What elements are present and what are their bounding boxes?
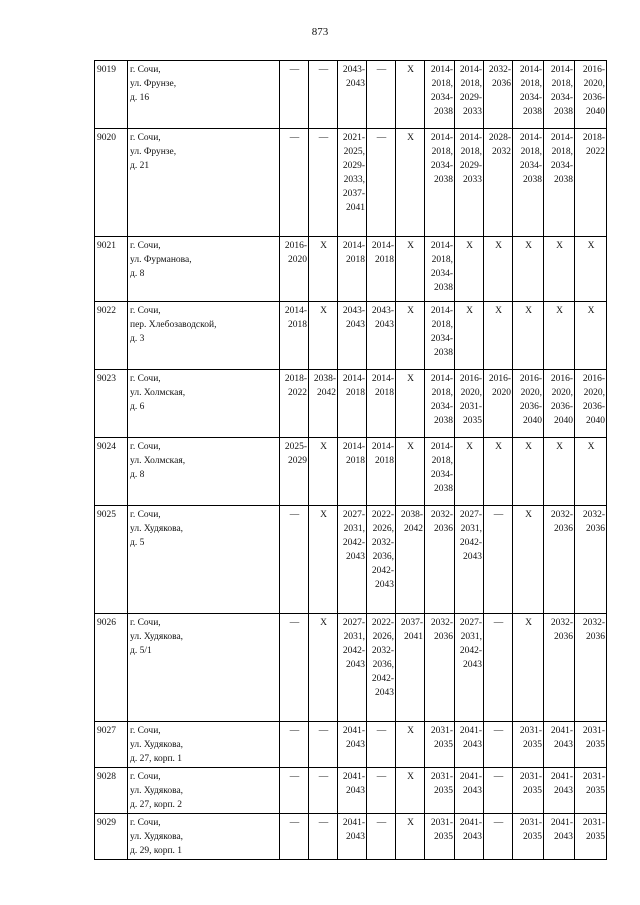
table-row — [95, 614, 607, 722]
row-number: 9019 — [95, 61, 128, 129]
schedule-cell: — — [280, 129, 309, 237]
schedule-cell: 2031- 2035 — [425, 768, 455, 814]
schedule-cell: 2014- 2018, 2034- 2038 — [425, 370, 455, 438]
address-cell: г. Сочи, пер. Хлебозаводской, д. 3 — [128, 302, 280, 370]
schedule-cell: 2031- 2035 — [425, 722, 455, 768]
schedule-cell: 2041- 2043 — [544, 768, 575, 814]
page-number: 873 — [311, 26, 329, 38]
schedule-cell: — — [280, 768, 309, 814]
schedule-cell: X — [309, 237, 338, 302]
schedule-cell: 2032- 2036 — [544, 614, 575, 722]
schedule-cell: 2032- 2036 — [575, 614, 607, 722]
schedule-cell: 2014- 2018 — [338, 438, 367, 506]
schedule-cell: 2014- 2018 — [338, 237, 367, 302]
table-row — [95, 438, 607, 506]
schedule-cell: 2027- 2031, 2042- 2043 — [338, 506, 367, 614]
schedule-cell: 2016- 2020, 2036- 2040 — [544, 370, 575, 438]
schedule-cell: X — [513, 237, 544, 302]
schedule-cell: — — [280, 61, 309, 129]
schedule-cell: X — [513, 302, 544, 370]
table-row — [95, 506, 607, 614]
address-cell: г. Сочи, ул. Худякова, д. 5 — [128, 506, 280, 614]
schedule-cell: X — [396, 61, 425, 129]
schedule-cell: 2032- 2036 — [425, 614, 455, 722]
schedule-cell: X — [309, 614, 338, 722]
address-cell: г. Сочи, ул. Худякова, д. 29, корп. 1 — [128, 814, 280, 860]
schedule-cell: 2014- 2018, 2034- 2038 — [513, 61, 544, 129]
schedule-cell: — — [367, 814, 396, 860]
schedule-cell: X — [513, 614, 544, 722]
schedule-cell: 2014- 2018, 2029- 2033 — [455, 61, 484, 129]
schedule-cell: 2041- 2043 — [544, 722, 575, 768]
schedule-cell: — — [367, 61, 396, 129]
row-number: 9024 — [95, 438, 128, 506]
schedule-cell: 2031- 2035 — [425, 814, 455, 860]
schedule-cell: 2016- 2020, 2036- 2040 — [575, 370, 607, 438]
schedule-cell: 2041- 2043 — [455, 722, 484, 768]
schedule-cell: — — [309, 722, 338, 768]
schedule-cell: 2016- 2020 — [484, 370, 513, 438]
schedule-cell: X — [396, 814, 425, 860]
schedule-cell: 2018- 2022 — [280, 370, 309, 438]
address-cell: г. Сочи, ул. Худякова, д. 27, корп. 1 — [128, 722, 280, 768]
schedule-cell: X — [396, 370, 425, 438]
schedule-cell: 2041- 2043 — [544, 814, 575, 860]
schedule-cell: 2041- 2043 — [455, 814, 484, 860]
schedule-cell: X — [309, 302, 338, 370]
address-cell: г. Сочи, ул. Холмская, д. 6 — [128, 370, 280, 438]
schedule-cell: 2014- 2018 — [367, 370, 396, 438]
table-row — [95, 61, 607, 129]
schedule-cell: 2031- 2035 — [513, 768, 544, 814]
row-number: 9025 — [95, 506, 128, 614]
row-number: 9022 — [95, 302, 128, 370]
schedule-cell: — — [309, 61, 338, 129]
schedule-cell: 2021- 2025, 2029- 2033, 2037- 2041 — [338, 129, 367, 237]
schedule-cell: — — [309, 814, 338, 860]
schedule-cell: 2014- 2018 — [367, 438, 396, 506]
schedule-cell: X — [455, 237, 484, 302]
schedule-cell: X — [396, 768, 425, 814]
schedule-cell: 2022- 2026, 2032- 2036, 2042- 2043 — [367, 614, 396, 722]
schedule-cell: X — [396, 438, 425, 506]
schedule-cell: — — [484, 768, 513, 814]
table-row — [95, 129, 607, 237]
schedule-cell: 2014- 2018, 2034- 2038 — [513, 129, 544, 237]
table-row — [95, 814, 607, 860]
schedule-cell: — — [484, 506, 513, 614]
schedule-cell: 2038- 2042 — [309, 370, 338, 438]
schedule-cell: X — [396, 129, 425, 237]
schedule-cell: X — [513, 438, 544, 506]
repair-schedule-table — [94, 60, 607, 860]
schedule-cell: 2018- 2022 — [575, 129, 607, 237]
schedule-cell: — — [367, 768, 396, 814]
address-cell: г. Сочи, ул. Худякова, д. 27, корп. 2 — [128, 768, 280, 814]
row-number: 9020 — [95, 129, 128, 237]
table-row — [95, 768, 607, 814]
schedule-cell: — — [484, 814, 513, 860]
address-cell: г. Сочи, ул. Худякова, д. 5/1 — [128, 614, 280, 722]
schedule-cell: 2041- 2043 — [338, 814, 367, 860]
address-cell: г. Сочи, ул. Фрунзе, д. 21 — [128, 129, 280, 237]
schedule-cell: X — [575, 237, 607, 302]
schedule-cell: 2037- 2041 — [396, 614, 425, 722]
schedule-cell: X — [396, 722, 425, 768]
schedule-cell: X — [575, 302, 607, 370]
schedule-cell: 2032- 2036 — [425, 506, 455, 614]
schedule-cell: 2027- 2031, 2042- 2043 — [455, 506, 484, 614]
schedule-cell: 2014- 2018, 2034- 2038 — [425, 302, 455, 370]
schedule-cell: X — [484, 438, 513, 506]
schedule-cell: 2031- 2035 — [575, 722, 607, 768]
schedule-cell: 2027- 2031, 2042- 2043 — [338, 614, 367, 722]
schedule-cell: X — [513, 506, 544, 614]
address-cell: г. Сочи, ул. Холмская, д. 8 — [128, 438, 280, 506]
schedule-cell: 2043- 2043 — [338, 302, 367, 370]
schedule-cell: X — [455, 438, 484, 506]
schedule-cell: — — [484, 722, 513, 768]
schedule-cell: — — [280, 506, 309, 614]
schedule-cell: 2016- 2020 — [280, 237, 309, 302]
schedule-cell: — — [367, 129, 396, 237]
schedule-cell: X — [309, 438, 338, 506]
schedule-cell: X — [455, 302, 484, 370]
schedule-cell: 2032- 2036 — [484, 61, 513, 129]
schedule-cell: X — [396, 302, 425, 370]
schedule-cell: 2031- 2035 — [575, 768, 607, 814]
row-number: 9027 — [95, 722, 128, 768]
schedule-cell: 2016- 2020, 2036- 2040 — [575, 61, 607, 129]
schedule-cell: 2043- 2043 — [367, 302, 396, 370]
schedule-cell: 2025- 2029 — [280, 438, 309, 506]
schedule-cell: 2014- 2018, 2034- 2038 — [544, 129, 575, 237]
row-number: 9028 — [95, 768, 128, 814]
schedule-cell: 2028- 2032 — [484, 129, 513, 237]
schedule-cell: — — [280, 614, 309, 722]
table-row — [95, 302, 607, 370]
schedule-cell: X — [544, 237, 575, 302]
schedule-cell: 2041- 2043 — [338, 722, 367, 768]
schedule-cell: 2014- 2018 — [367, 237, 396, 302]
table-row — [95, 370, 607, 438]
schedule-cell: X — [484, 302, 513, 370]
schedule-cell: X — [544, 302, 575, 370]
schedule-cell: X — [396, 237, 425, 302]
schedule-cell: X — [544, 438, 575, 506]
schedule-cell: 2014- 2018, 2034- 2038 — [425, 438, 455, 506]
schedule-cell: 2043- 2043 — [338, 61, 367, 129]
schedule-cell: 2032- 2036 — [575, 506, 607, 614]
schedule-cell: 2014- 2018, 2029- 2033 — [455, 129, 484, 237]
schedule-cell: X — [575, 438, 607, 506]
schedule-cell: 2038- 2042 — [396, 506, 425, 614]
schedule-cell: 2014- 2018, 2034- 2038 — [425, 129, 455, 237]
schedule-cell: 2041- 2043 — [338, 768, 367, 814]
schedule-cell: 2027- 2031, 2042- 2043 — [455, 614, 484, 722]
schedule-cell: — — [309, 768, 338, 814]
schedule-cell: 2041- 2043 — [455, 768, 484, 814]
schedule-cell: 2014- 2018 — [338, 370, 367, 438]
schedule-cell: X — [309, 506, 338, 614]
schedule-cell: 2016- 2020, 2036- 2040 — [513, 370, 544, 438]
schedule-cell: — — [367, 722, 396, 768]
schedule-cell: 2022- 2026, 2032- 2036, 2042- 2043 — [367, 506, 396, 614]
address-cell: г. Сочи, ул. Фрунзе, д. 16 — [128, 61, 280, 129]
row-number: 9029 — [95, 814, 128, 860]
row-number: 9026 — [95, 614, 128, 722]
schedule-cell: 2031- 2035 — [513, 814, 544, 860]
row-number: 9023 — [95, 370, 128, 438]
schedule-cell: 2014- 2018, 2034- 2038 — [425, 61, 455, 129]
schedule-cell: — — [280, 814, 309, 860]
table-row — [95, 237, 607, 302]
address-cell: г. Сочи, ул. Фурманова, д. 8 — [128, 237, 280, 302]
schedule-cell: — — [309, 129, 338, 237]
schedule-cell: 2014- 2018, 2034- 2038 — [544, 61, 575, 129]
schedule-cell: 2032- 2036 — [544, 506, 575, 614]
row-number: 9021 — [95, 237, 128, 302]
schedule-cell: X — [484, 237, 513, 302]
schedule-cell: — — [484, 614, 513, 722]
schedule-cell: 2014- 2018, 2034- 2038 — [425, 237, 455, 302]
schedule-cell: 2016- 2020, 2031- 2035 — [455, 370, 484, 438]
schedule-cell: 2031- 2035 — [513, 722, 544, 768]
schedule-cell: — — [280, 722, 309, 768]
schedule-cell: 2031- 2035 — [575, 814, 607, 860]
schedule-cell: 2014- 2018 — [280, 302, 309, 370]
table-row — [95, 722, 607, 768]
